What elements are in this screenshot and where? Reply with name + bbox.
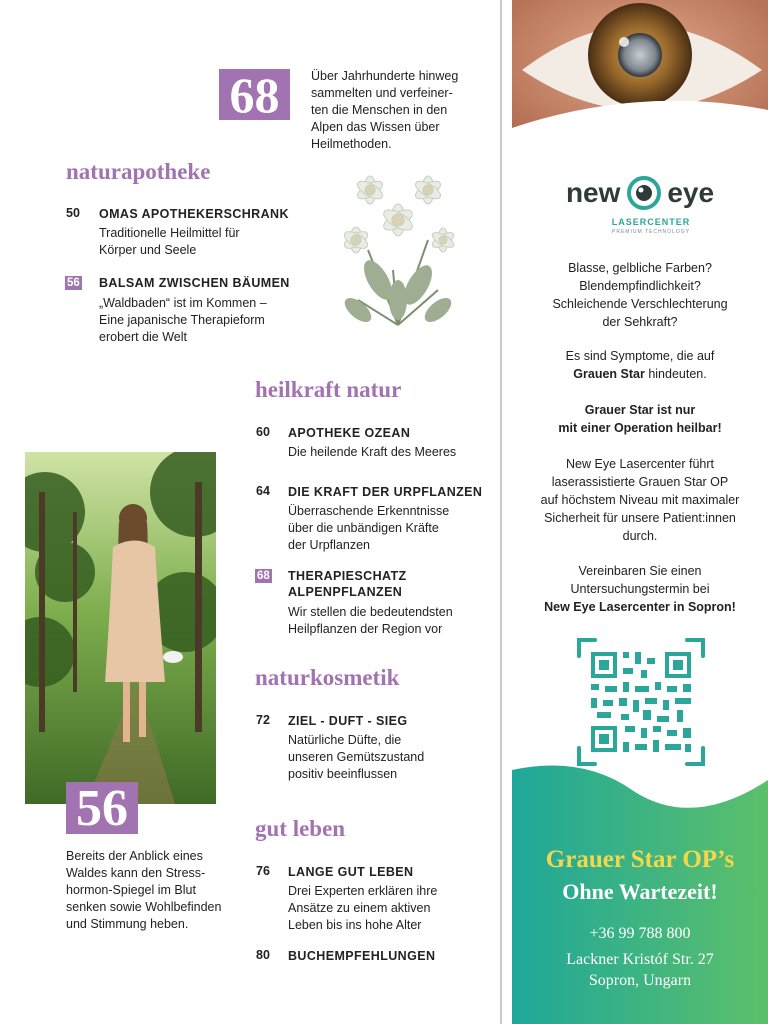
page-number-56-badge: 56 [66, 782, 138, 834]
entry-title[interactable]: LANGE GUT LEBEN [288, 865, 414, 879]
entry-page-number: 60 [256, 425, 270, 439]
ad-symptoms-conclusion: Es sind Symptome, die auf Grauen Star hindeuten. [565, 349, 715, 381]
entry-page-number: 80 [256, 948, 270, 962]
section-title-gut-leben: gut leben [255, 816, 346, 841]
ad-address: Lackner Kristóf Str. 27 Sopron, Ungarn [566, 951, 714, 989]
intro-caption: Über Jahrhunderte hinweg sammelten und verfeiner- ten die Menschen in den Alpen das Wissen über Heilmethoden. [311, 69, 459, 151]
entry-page-number-highlight: 56 [67, 277, 80, 289]
entry-title[interactable]: OMAS APOTHEKERSCHRANK [99, 207, 289, 221]
entry-description: Wir stellen die bedeutendsten Heilpflanzen der Region vor [288, 605, 453, 636]
logo-new-text: new [565, 177, 621, 208]
eye-photo [512, 0, 768, 150]
ad-phone[interactable]: +36 99 788 800 [589, 925, 691, 942]
ad-headline: Grauer Star OP’s [545, 846, 735, 873]
entry-description: Traditionelle Heilmittel für Körper und Seele [99, 226, 240, 257]
ad-subheadline: Ohne Wartezeit! [562, 879, 718, 904]
entry-title[interactable]: DIE KRAFT DER URPFLANZEN [288, 485, 483, 499]
entry-title[interactable]: BALSAM ZWISCHEN BÄUMEN [99, 276, 290, 290]
entry-title[interactable]: BUCHEMPFEHLUNGEN [288, 949, 436, 963]
ad-operation-text: Grauer Star ist nur mit einer Operation heilbar! [558, 403, 722, 435]
new-eye-advertisement[interactable] [512, 0, 768, 1024]
ad-service-text: New Eye Lasercenter führt laserassistierte Grauen Star OP auf höchstem Niveau mit maximaler Sicherheit für unsere Patient:innen durch. [540, 457, 740, 543]
forest-walk-photo [25, 452, 216, 804]
entry-description: „Waldbaden“ ist im Kommen – Eine japanische Therapieform erobert die Welt [99, 296, 267, 344]
entry-title[interactable]: THERAPIESCHATZ ALPENPFLANZEN [288, 569, 407, 599]
eye-logo-icon [627, 176, 661, 210]
entry-description: Natürliche Düfte, die unseren Gemütszustand positiv beeinflussen [288, 733, 425, 781]
entry-title[interactable]: ZIEL - DUFT - SIEG [288, 714, 408, 728]
entry-page-number: 72 [256, 713, 270, 727]
entry-page-number-highlight: 68 [257, 570, 270, 582]
ad-appointment-text: Vereinbaren Sie einen Untersuchungstermin bei New Eye Lasercenter in Sopron! [544, 564, 736, 614]
section-title-naturapotheke: naturapotheke [66, 159, 211, 184]
column-divider [500, 0, 502, 1024]
entry-page-number: 50 [66, 206, 80, 220]
entry-page-number: 76 [256, 864, 270, 878]
section-title-heilkraft-natur: heilkraft natur [255, 377, 402, 402]
section-title-naturkosmetik: naturkosmetik [255, 665, 400, 690]
entry-description: Drei Experten erklären ihre Ansätze zu einem aktiven Leben bis ins hohe Alter [288, 884, 438, 932]
entry-description: Die heilende Kraft des Meeres [288, 445, 457, 459]
logo-subtitle: LASERCENTER [611, 217, 691, 227]
page-number-68-badge: 68 [219, 69, 290, 120]
entry-title[interactable]: APOTHEKE OZEAN [288, 426, 411, 440]
forest-caption: Bereits der Anblick eines Waldes kann den Stress- hormon-Spiegel im Blut senken sowie Wohlbefinden und Stimmung heben. [66, 849, 222, 931]
ad-symptoms-text: Blasse, gelbliche Farben? Blendempfindlichkeit? Schleichende Verschlechterung der Sehkraft? [552, 261, 728, 329]
qr-code[interactable] [577, 638, 705, 766]
logo-tagline: PREMIUM TECHNOLOGY [612, 229, 690, 235]
entry-page-number: 64 [256, 484, 270, 498]
logo-eye-text: eye [667, 177, 715, 208]
edelweiss-image [328, 160, 468, 330]
new-eye-logo[interactable] [512, 176, 768, 210]
entry-description: Überraschende Erkenntnisse über die unbändigen Kräfte der Urpflanzen [288, 504, 450, 552]
